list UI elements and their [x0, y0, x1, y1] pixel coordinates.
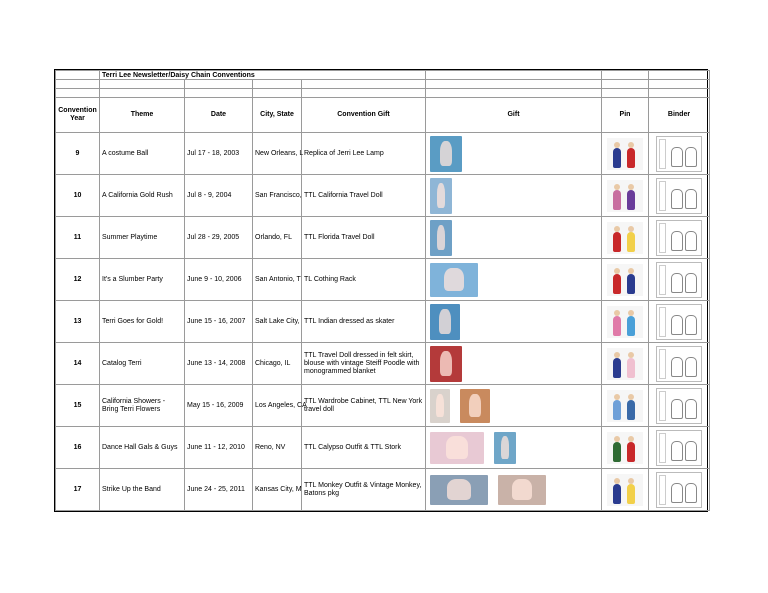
gift-photos — [428, 220, 599, 256]
binder-sketch — [685, 399, 697, 419]
pin-figure — [627, 442, 635, 462]
blank-row — [56, 89, 710, 98]
theme-cell: Strike Up the Band — [100, 469, 185, 511]
binder-image — [656, 178, 702, 214]
pin-figure — [613, 400, 621, 420]
theme-cell: Terri Goes for Gold! — [100, 301, 185, 343]
city-cell: Orlando, FL — [253, 217, 302, 259]
pin-image — [607, 222, 643, 254]
table-row — [56, 133, 710, 175]
binder-sketch — [685, 441, 697, 461]
pin-image — [607, 264, 643, 296]
gift-photos — [428, 432, 599, 464]
convention-gift-cell: TTL California Travel Doll — [302, 175, 426, 217]
city-cell: Reno, NV — [253, 427, 302, 469]
binder-sketch — [685, 231, 697, 251]
gift-photo — [430, 136, 462, 172]
header-row — [56, 98, 710, 133]
city-cell: San Francisco, — [253, 175, 302, 217]
binder-image — [656, 430, 702, 466]
binder-cell — [649, 259, 710, 301]
binder-image — [656, 220, 702, 256]
convention-year: 16 — [56, 427, 100, 469]
binder-image — [656, 388, 702, 424]
convention-gift-cell: TTL Indian dressed as skater — [302, 301, 426, 343]
date-cell: June 24 - 25, 2011 — [185, 469, 253, 511]
gift-photo-cell — [426, 427, 602, 469]
binder-sketch — [685, 147, 697, 167]
city-cell: Kansas City, M — [253, 469, 302, 511]
gift-photo — [430, 432, 484, 464]
binder-sketch — [671, 483, 683, 503]
theme-cell: Catalog Terri — [100, 343, 185, 385]
date-cell: June 9 - 10, 2006 — [185, 259, 253, 301]
header-year: Convention Year — [56, 98, 100, 133]
header-convention-gift: Convention Gift — [302, 98, 426, 133]
binder-cell — [649, 469, 710, 511]
convention-gift-cell: TTL Travel Doll dressed in felt skirt, blouse with vintage Steiff Poodle with monogrammed blanket — [302, 343, 426, 385]
binder-image — [656, 304, 702, 340]
gift-photo-cell — [426, 385, 602, 427]
theme-cell: A California Gold Rush — [100, 175, 185, 217]
binder-cell — [649, 133, 710, 175]
gift-photo — [430, 220, 452, 256]
pin-image — [607, 306, 643, 338]
theme-cell: Summer Playtime — [100, 217, 185, 259]
gift-photo — [460, 389, 490, 423]
pin-image — [607, 432, 643, 464]
gift-photo — [498, 475, 546, 505]
pin-figure — [613, 316, 621, 336]
binder-image — [656, 472, 702, 508]
header-gift: Gift — [426, 98, 602, 133]
pin-image — [607, 474, 643, 506]
header-pin: Pin — [602, 98, 649, 133]
pin-cell — [602, 175, 649, 217]
gift-photos — [428, 304, 599, 340]
gift-photos — [428, 475, 599, 505]
gift-photo-cell — [426, 343, 602, 385]
theme-cell: A costume Ball — [100, 133, 185, 175]
conventions-table — [55, 70, 710, 511]
sheet-title: Terri Lee Newsletter/Daisy Chain Conventions — [100, 71, 426, 80]
gift-photo-cell — [426, 259, 602, 301]
binder-cell — [649, 301, 710, 343]
pin-image — [607, 138, 643, 170]
city-cell: San Antonio, T — [253, 259, 302, 301]
pin-figure — [627, 274, 635, 294]
pin-figure — [613, 148, 621, 168]
date-cell: May 15 - 16, 2009 — [185, 385, 253, 427]
gift-photo-cell — [426, 217, 602, 259]
table-row — [56, 175, 710, 217]
binder-sketch — [671, 357, 683, 377]
pin-cell — [602, 133, 649, 175]
theme-cell: Dance Hall Gals & Guys — [100, 427, 185, 469]
gift-photos — [428, 178, 599, 214]
pin-cell — [602, 427, 649, 469]
binder-cell — [649, 217, 710, 259]
gift-photo-cell — [426, 469, 602, 511]
binder-image — [656, 346, 702, 382]
gift-photo — [430, 263, 478, 297]
gift-photo — [494, 432, 516, 464]
pin-figure — [613, 232, 621, 252]
binder-image — [656, 136, 702, 172]
header-binder: Binder — [649, 98, 710, 133]
pin-figure — [627, 232, 635, 252]
pin-figure — [627, 484, 635, 504]
date-cell: Jul 8 - 9, 2004 — [185, 175, 253, 217]
gift-photo — [430, 389, 450, 423]
city-cell: Los Angeles, CA — [253, 385, 302, 427]
pin-figure — [613, 274, 621, 294]
city-cell: New Orleans, L — [253, 133, 302, 175]
header-city: City, State — [253, 98, 302, 133]
theme-cell: California Showers - Bring Terri Flowers — [100, 385, 185, 427]
pin-figure — [613, 484, 621, 504]
city-cell: Chicago, IL — [253, 343, 302, 385]
table-row — [56, 343, 710, 385]
pin-figure — [627, 358, 635, 378]
table-row — [56, 259, 710, 301]
convention-gift-cell: TL Cothing Rack — [302, 259, 426, 301]
binder-sketch — [671, 315, 683, 335]
header-date: Date — [185, 98, 253, 133]
gift-photo — [430, 178, 452, 214]
pin-cell — [602, 259, 649, 301]
pin-figure — [627, 190, 635, 210]
convention-year: 10 — [56, 175, 100, 217]
gift-photo-cell — [426, 301, 602, 343]
pin-figure — [613, 442, 621, 462]
convention-year: 11 — [56, 217, 100, 259]
binder-sketch — [685, 189, 697, 209]
pin-image — [607, 390, 643, 422]
theme-cell: It's a Slumber Party — [100, 259, 185, 301]
convention-year: 17 — [56, 469, 100, 511]
pin-cell — [602, 385, 649, 427]
date-cell: Jul 28 - 29, 2005 — [185, 217, 253, 259]
pin-cell — [602, 301, 649, 343]
pin-figure — [613, 358, 621, 378]
pin-cell — [602, 217, 649, 259]
pin-image — [607, 180, 643, 212]
gift-photo — [430, 346, 462, 382]
convention-gift-cell: TTL Monkey Outfit & Vintage Monkey, Batons pkg — [302, 469, 426, 511]
data-rows — [56, 133, 710, 511]
convention-year: 14 — [56, 343, 100, 385]
binder-sketch — [685, 273, 697, 293]
binder-sketch — [671, 147, 683, 167]
gift-photos — [428, 346, 599, 382]
pin-figure — [613, 190, 621, 210]
binder-sketch — [685, 315, 697, 335]
convention-gift-cell: Replica of Jerri Lee Lamp — [302, 133, 426, 175]
pin-cell — [602, 469, 649, 511]
binder-cell — [649, 427, 710, 469]
table-row — [56, 469, 710, 511]
binder-cell — [649, 175, 710, 217]
pin-figure — [627, 148, 635, 168]
binder-cell — [649, 343, 710, 385]
table-row — [56, 301, 710, 343]
blank-row — [56, 80, 710, 89]
table-row — [56, 217, 710, 259]
header-theme: Theme — [100, 98, 185, 133]
gift-photo — [430, 304, 460, 340]
gift-photos — [428, 389, 599, 423]
binder-sketch — [671, 273, 683, 293]
pin-cell — [602, 343, 649, 385]
convention-year: 13 — [56, 301, 100, 343]
binder-cell — [649, 385, 710, 427]
convention-gift-cell: TTL Florida Travel Doll — [302, 217, 426, 259]
city-cell: Salt Lake City, — [253, 301, 302, 343]
gift-photos — [428, 136, 599, 172]
gift-photo-cell — [426, 133, 602, 175]
convention-gift-cell: TTL Calypso Outfit & TTL Stork — [302, 427, 426, 469]
convention-year: 15 — [56, 385, 100, 427]
date-cell: June 15 - 16, 2007 — [185, 301, 253, 343]
pin-image — [607, 348, 643, 380]
binder-sketch — [671, 231, 683, 251]
convention-gift-cell: TTL Wardrobe Cabinet, TTL New York travel doll — [302, 385, 426, 427]
binder-sketch — [671, 189, 683, 209]
date-cell: Jul 17 - 18, 2003 — [185, 133, 253, 175]
spreadsheet — [54, 69, 708, 512]
convention-year: 12 — [56, 259, 100, 301]
binder-sketch — [685, 357, 697, 377]
date-cell: June 11 - 12, 2010 — [185, 427, 253, 469]
gift-photo — [430, 475, 488, 505]
pin-figure — [627, 316, 635, 336]
gift-photos — [428, 263, 599, 297]
title-row — [56, 71, 710, 80]
binder-sketch — [671, 441, 683, 461]
date-cell: June 13 - 14, 2008 — [185, 343, 253, 385]
binder-image — [656, 262, 702, 298]
gift-photo-cell — [426, 175, 602, 217]
convention-year: 9 — [56, 133, 100, 175]
binder-sketch — [685, 483, 697, 503]
binder-sketch — [671, 399, 683, 419]
table-row — [56, 427, 710, 469]
table-row — [56, 385, 710, 427]
pin-figure — [627, 400, 635, 420]
